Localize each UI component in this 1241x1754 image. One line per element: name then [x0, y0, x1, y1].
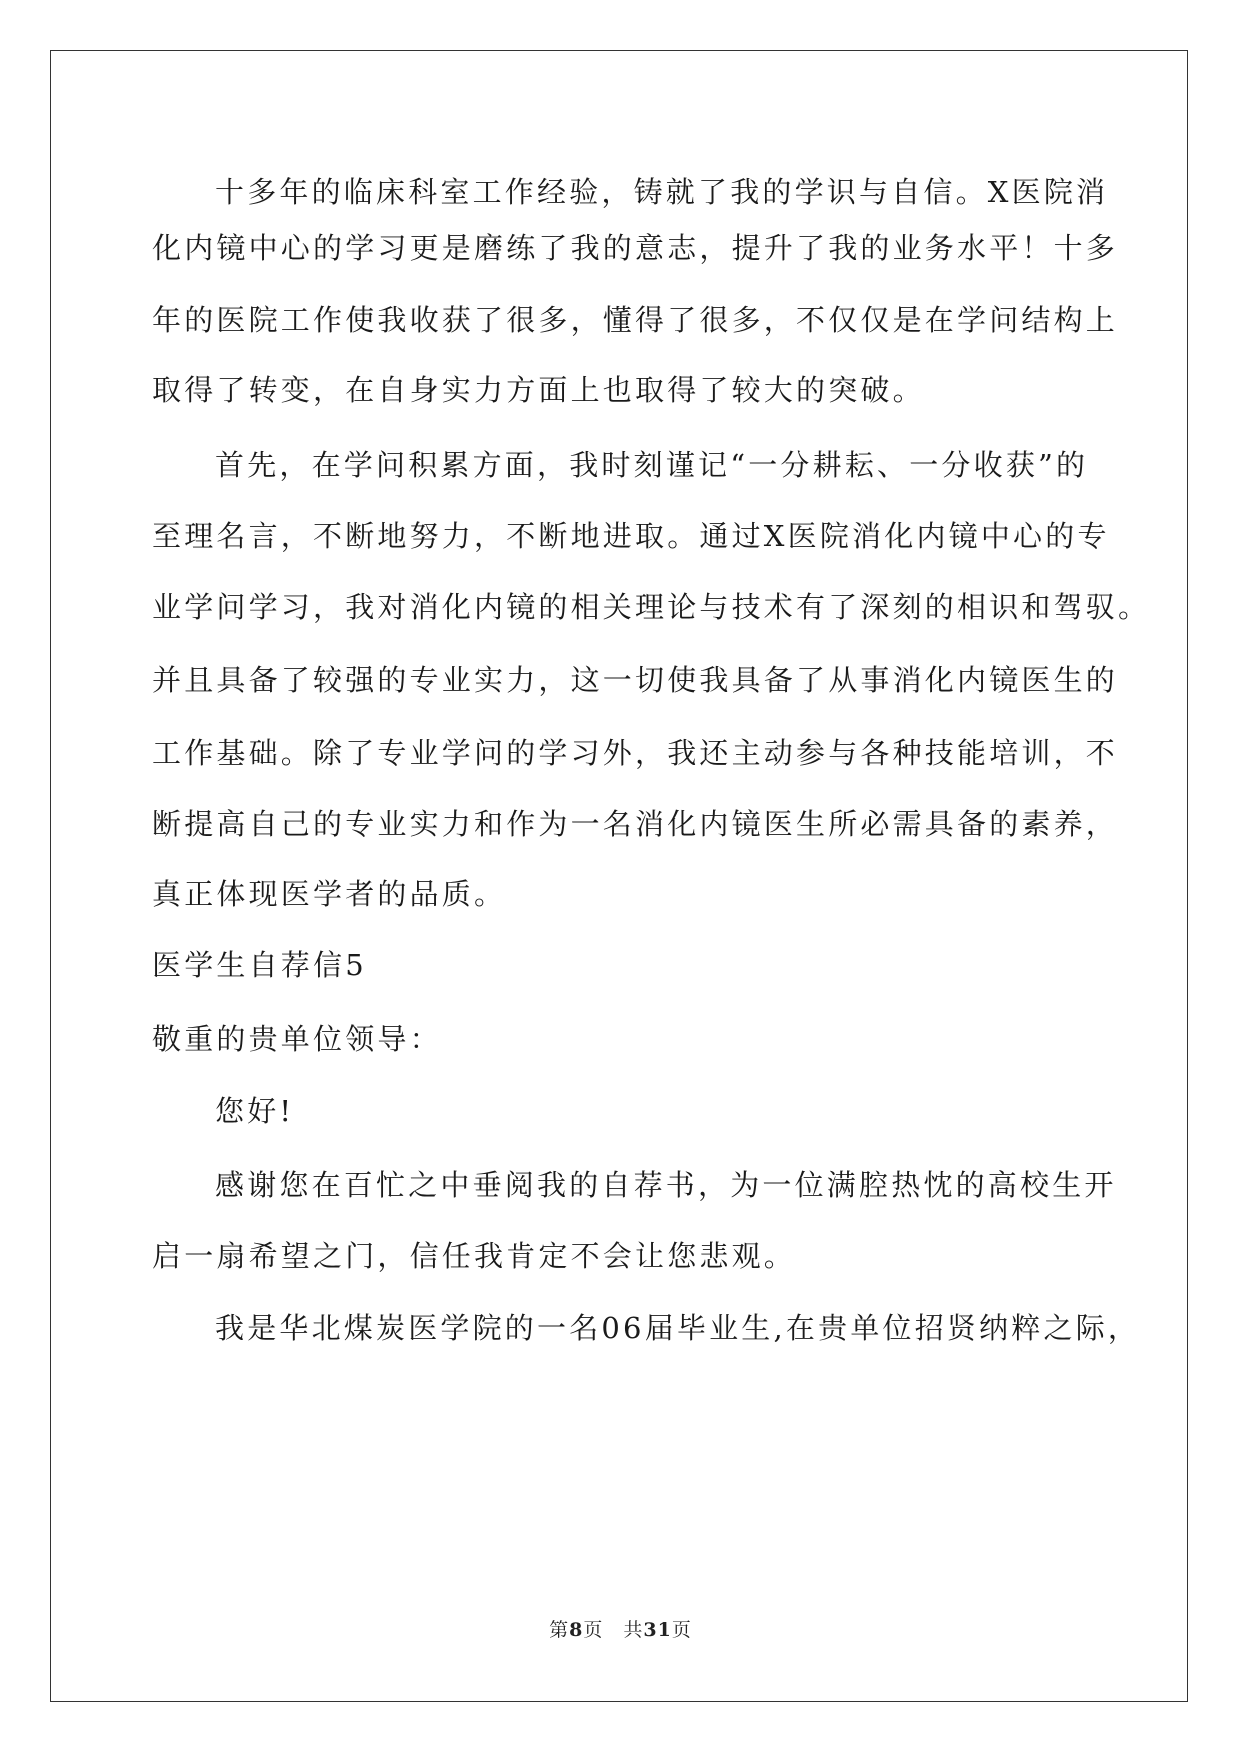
- paragraph-line: 感谢您在百忙之中垂阅我的自荐书，为一位满腔热忱的高校生开: [215, 1168, 1117, 1202]
- paragraph-line: 取得了转变，在自身实力方面上也取得了较大的突破。: [152, 373, 925, 407]
- paragraph-line: 业学问学习，我对消化内镜的相关理论与技术有了深刻的相识和驾驭。: [152, 590, 1151, 624]
- footer-suffix: 页: [671, 1619, 692, 1641]
- footer-mid: 页 共: [583, 1619, 644, 1641]
- page-footer: [0, 1615, 1241, 1642]
- paragraph-line: 年的医院工作使我收获了很多，懂得了很多，不仅仅是在学问结构上: [152, 303, 1119, 337]
- paragraph-line: 至理名言，不断地努力，不断地进取。通过X医院消化内镜中心的专: [152, 519, 1110, 553]
- paragraph-line: 工作基础。除了专业学问的学习外，我还主动参与各种技能培训，不: [152, 736, 1119, 770]
- paragraph-line: 真正体现医学者的品质。: [152, 877, 507, 911]
- greeting: 您好!: [215, 1094, 295, 1128]
- paragraph-line: 化内镜中心的学习更是磨练了我的意志，提升了我的业务水平！十多: [152, 231, 1119, 265]
- salutation: 敬重的贵单位领导：: [152, 1022, 442, 1056]
- current-page-number: 8: [569, 1619, 584, 1641]
- paragraph-line: 断提高自己的专业实力和作为一名消化内镜医生所必需具备的素养，: [152, 807, 1119, 841]
- paragraph-line: 并且具备了较强的专业实力，这一切使我具备了从事消化内镜医生的: [152, 663, 1119, 697]
- footer-prefix: 第: [549, 1619, 570, 1641]
- paragraph-line: 十多年的临床科室工作经验，铸就了我的学识与自信。X医院消: [215, 175, 1109, 209]
- paragraph-line: 首先，在学问积累方面，我时刻谨记“一分耕耘、一分收获”的: [215, 448, 1089, 482]
- paragraph-line: 启一扇希望之门，信任我肯定不会让您悲观。: [152, 1239, 797, 1273]
- paragraph-line: 我是华北煤炭医学院的一名06届毕业生,在贵单位招贤纳粹之际，: [215, 1311, 1141, 1345]
- total-pages-number: 31: [643, 1619, 672, 1641]
- section-heading: 医学生自荐信5: [152, 948, 367, 982]
